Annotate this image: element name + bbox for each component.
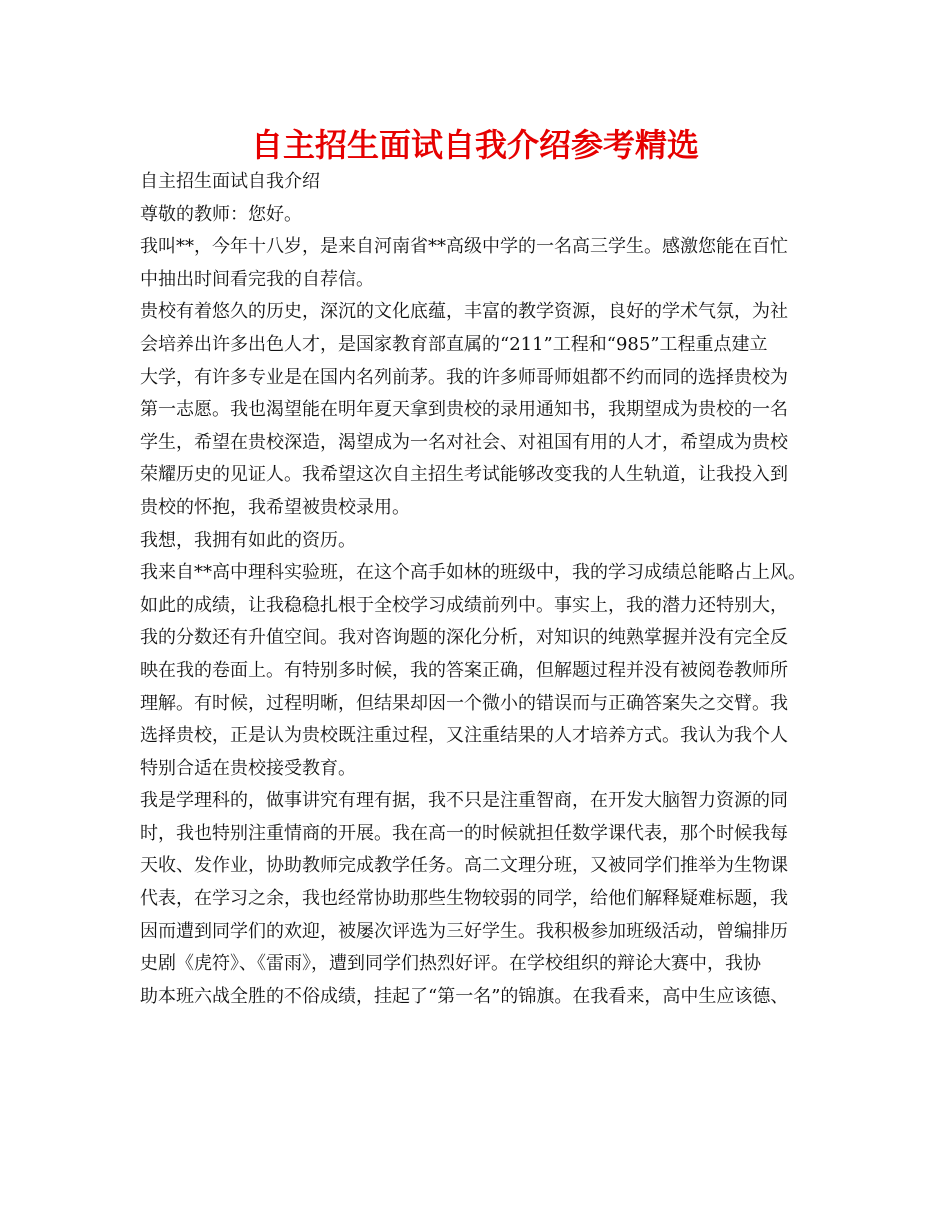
body-line: 时，我也特别注重情商的开展。我在高一的时候就担任数学课代表，那个时候我每 — [140, 822, 788, 844]
body-line: 因而遭到同学们的欢迎，被屡次评选为三好学生。我积极参加班级活动，曾编排历 — [140, 920, 788, 942]
body-line: 我来自**高中理科实验班，在这个高手如林的班级中，我的学习成绩总能略占上风。 — [140, 562, 806, 584]
body-line: 自主招生面试自我介绍 — [140, 171, 320, 192]
body-line: 我的分数还有升值空间。我对咨询题的深化分析，对知识的纯熟掌握并没有完全反 — [140, 627, 788, 649]
body-line: 理解。有时候，过程明晰，但结果却因一个微小的错误而与正确答案失之交臂。我 — [140, 692, 788, 714]
body-line: 我叫**，今年十八岁，是来自河南省**高级中学的一名高三学生。感激您能在百忙 — [140, 236, 788, 258]
body-line: 如此的成绩，让我稳稳扎根于全校学习成绩前列中。事实上，我的潜力还特别大， — [140, 594, 788, 616]
body-line: 贵校有着悠久的历史，深沉的文化底蕴，丰富的教学资源，良好的学术气氛，为社 — [140, 301, 788, 323]
body-line: 助本班六战全胜的不俗成绩，挂起了“第一名”的锦旗。在我看来，高中生应该德、 — [140, 985, 789, 1007]
body-line: 代表，在学习之余，我也经常协助那些生物较弱的同学，给他们解释疑难标题，我 — [140, 888, 788, 910]
body-line: 贵校的怀抱，我希望被贵校录用。 — [140, 496, 410, 518]
body-line: 我是学理科的，做事讲究有理有据，我不只是注重智商，在开发大脑智力资源的同 — [140, 790, 788, 812]
body-line: 中抽出时间看完我的自荐信。 — [140, 268, 374, 290]
body-line: 映在我的卷面上。有特别多时候，我的答案正确，但解题过程并没有被阅卷教师所 — [140, 659, 788, 681]
body-line: 学生，希望在贵校深造，渴望成为一名对社会、对祖国有用的人才，希望成为贵校 — [140, 431, 788, 453]
body-line: 会培养出许多出色人才，是国家教育部直属的“211”工程和“985”工程重点建立 — [140, 333, 768, 355]
document-title: 自主招生面试自我介绍参考精选 — [250, 126, 699, 164]
body-line: 特别合适在贵校接受教育。 — [140, 757, 356, 779]
body-line: 选择贵校，正是认为贵校既注重过程，又注重结果的人才培养方式。我认为我个人 — [140, 725, 788, 747]
body-line: 荣耀历史的见证人。我希望这次自主招生考试能够改变我的人生轨道，让我投入到 — [140, 464, 788, 486]
body-line: 第一志愿。我也渴望能在明年夏天拿到贵校的录用通知书，我期望成为贵校的一名 — [140, 399, 788, 421]
body-line: 天收、发作业，协助教师完成教学任务。高二文理分班，又被同学们推举为生物课 — [140, 855, 788, 877]
document-body — [140, 166, 840, 1013]
body-line: 史剧《虎符》、《雷雨》，遭到同学们热烈好评。在学校组织的辩论大赛中，我协 — [140, 953, 761, 975]
body-line: 我想，我拥有如此的资历。 — [140, 529, 356, 551]
body-line: 尊敬的教师：您好。 — [140, 203, 302, 225]
body-line: 大学，有许多专业是在国内名列前茅。我的许多师哥师姐都不约而同的选择贵校为 — [140, 366, 788, 388]
